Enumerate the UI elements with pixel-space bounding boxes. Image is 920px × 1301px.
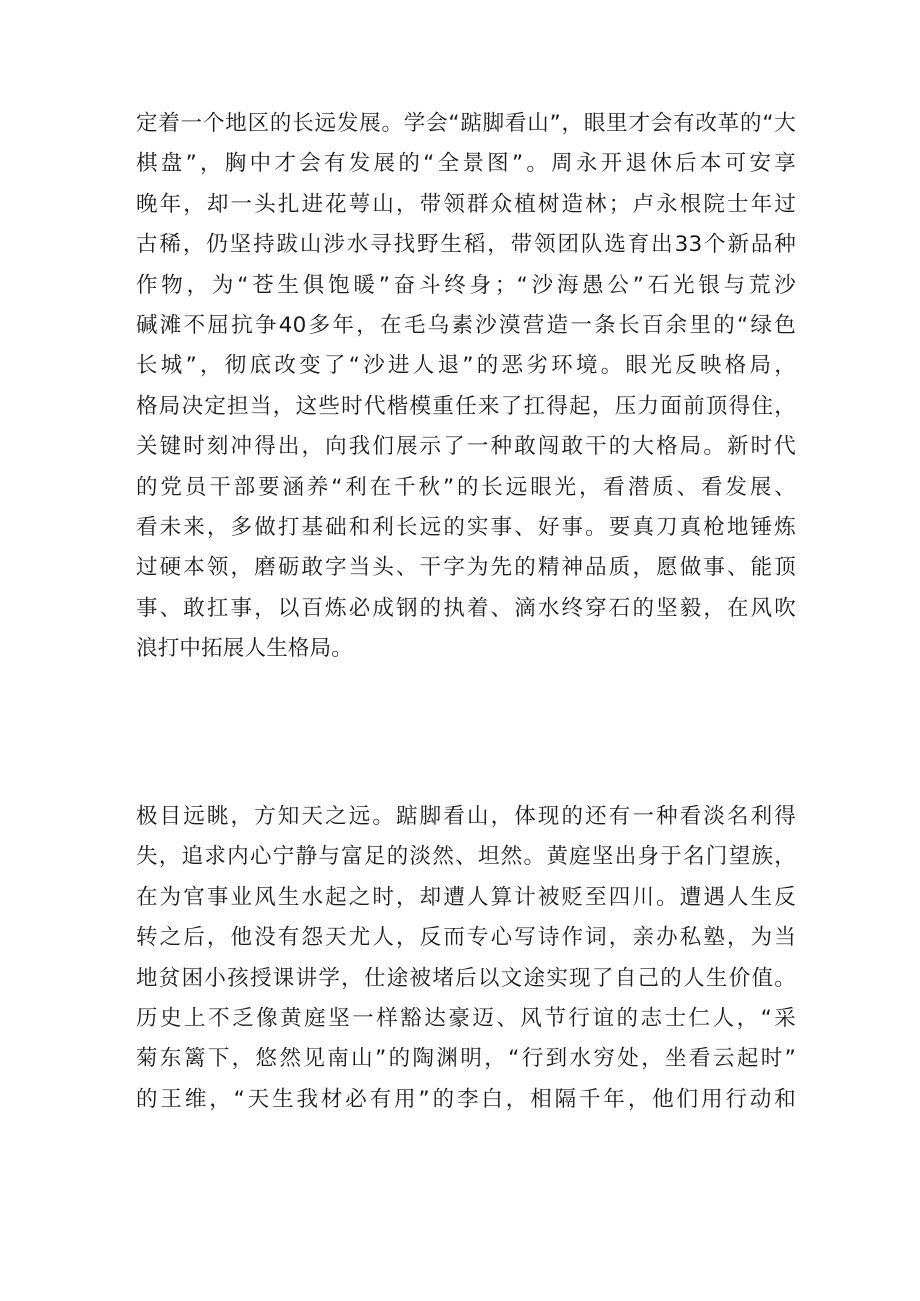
text-line: 过硬本领，磨砺敢字当头、干字为先的精神品质，愿做事、能顶 xyxy=(136,555,796,581)
text-line: 在为官事业风生水起之时，却遭人算计被贬至四川。遭遇人生反 xyxy=(136,884,796,910)
text-line: 极目远眺，方知天之远。踮脚看山，体现的还有一种看淡名利得 xyxy=(136,804,796,829)
paragraph-2 xyxy=(136,797,796,1120)
text-line: 碱滩不屈抗争40多年，在毛乌素沙漠营造一条长百余里的“绿色 xyxy=(136,312,796,338)
text-line: 地贫困小孩授课讲学，仕途被堵后以文途实现了自己的人生价值。 xyxy=(136,965,796,991)
text-line: 定着一个地区的长远发展。学会“踮脚看山”，眼里才会有改革的“大 xyxy=(136,111,796,136)
text-line: 棋盘”，胸中才会有发展的“全景图”。周永开退休后本可安享 xyxy=(136,151,796,177)
paragraph-1 xyxy=(136,104,796,669)
text-line: 浪打中拓展人生格局。 xyxy=(136,636,354,662)
text-line: 看未来，多做打基础和利长远的实事、好事。要真刀真枪地锤炼 xyxy=(136,514,796,540)
text-line: 转之后，他没有怨天尤人，反而专心写诗作词，亲办私塾，为当 xyxy=(136,925,796,951)
text-line: 古稀，仍坚持跋山涉水寻找野生稻，带领团队选育出33个新品种 xyxy=(136,232,796,258)
text-line: 的党员干部要涵养“利在千秋”的长远眼光，看潜质、看发展、 xyxy=(136,474,796,500)
text-line: 作物，为“苍生俱饱暖”奋斗终身；“沙海愚公”石光银与荒沙 xyxy=(136,272,796,298)
text-line: 菊东篱下，悠然见南山”的陶渊明，“行到水穷处，坐看云起时” xyxy=(136,1046,796,1072)
text-line: 历史上不乏像黄庭坚一样豁达豪迈、风节行谊的志士仁人，“采 xyxy=(136,1005,796,1031)
text-line: 失，追求内心宁静与富足的淡然、坦然。黄庭坚出身于名门望族， xyxy=(136,844,796,870)
text-line: 格局决定担当，这些时代楷模重任来了扛得起，压力面前顶得住， xyxy=(136,393,796,419)
text-line: 长城”，彻底改变了“沙进人退”的恶劣环境。眼光反映格局， xyxy=(136,353,796,379)
text-line: 晚年，却一头扎进花萼山，带领群众植树造林；卢永根院士年过 xyxy=(136,191,796,217)
text-line: 关键时刻冲得出，向我们展示了一种敢闯敢干的大格局。新时代 xyxy=(136,434,796,460)
text-line: 事、敢扛事，以百炼必成钢的执着、滴水终穿石的坚毅，在风吹 xyxy=(136,595,796,621)
text-line: 的王维，“天生我材必有用”的李白，相隔千年，他们用行动和 xyxy=(136,1086,796,1112)
